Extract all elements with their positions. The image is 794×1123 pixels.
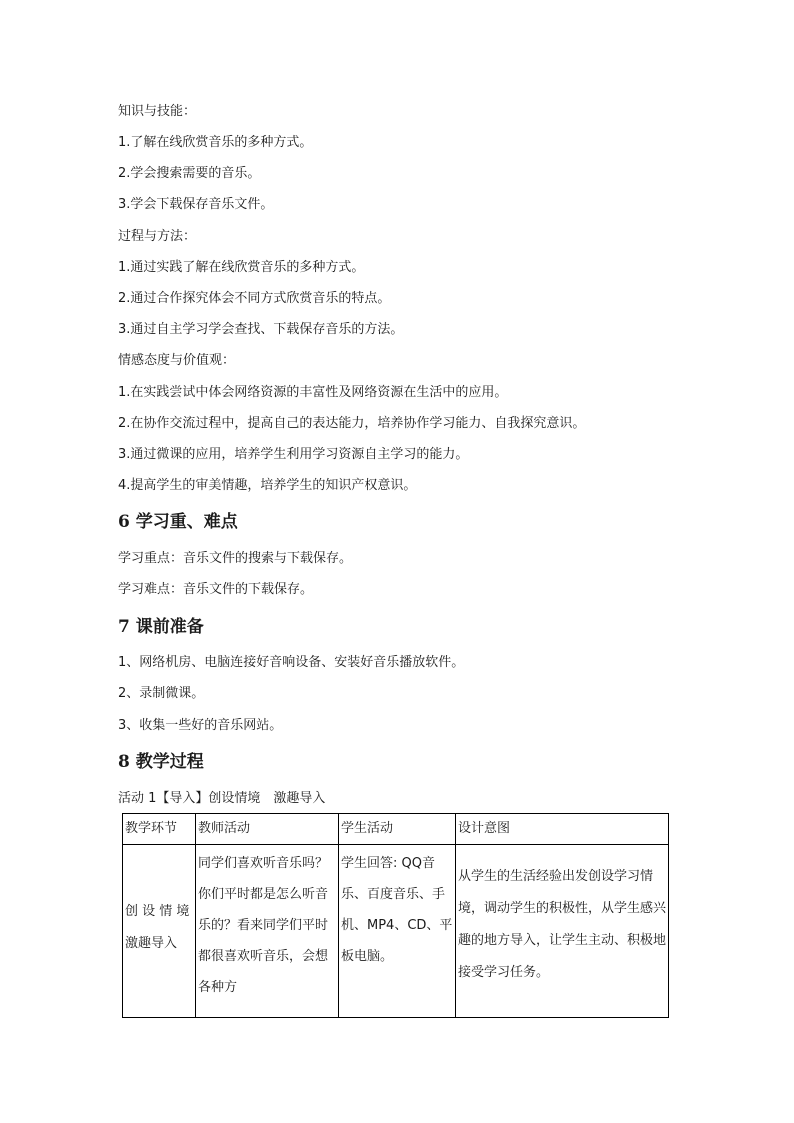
activity-title: 活动 1【导入】创设情境 激趣导入 — [118, 791, 326, 806]
intent-cell — [456, 845, 669, 1018]
stage-text: 创 设 情 境 激趣导入 — [125, 904, 190, 951]
table-header-cell: 设计意图 — [456, 814, 669, 845]
section-8-heading: 8 教学过程 — [118, 752, 204, 772]
student-text: 学生回答: QQ音乐、百度音乐、手机、MP4、CD、平板电脑。 — [341, 856, 453, 964]
knowledge-item: 1.了解在线欣赏音乐的多种方式。 — [118, 135, 313, 150]
table-header-cell: 教学环节 — [123, 814, 196, 845]
table-header-row — [123, 814, 669, 845]
preparation-item: 2、录制微课。 — [118, 686, 205, 701]
difficulty-line: 学习难点：音乐文件的下载保存。 — [118, 582, 314, 597]
knowledge-item: 3.学会下载保存音乐文件。 — [118, 197, 274, 212]
process-title: 过程与方法： — [118, 229, 197, 244]
emotion-title: 情感态度与价值观： — [118, 353, 236, 368]
emotion-item: 3.通过微课的应用，培养学生利用学习资源自主学习的能力。 — [118, 447, 469, 462]
process-item: 1.通过实践了解在线欣赏音乐的多种方式。 — [118, 260, 365, 275]
section-6-heading: 6 学习重、难点 — [118, 512, 238, 532]
table-header-cell: 学生活动 — [339, 814, 456, 845]
emotion-item: 2.在协作交流过程中，提高自己的表达能力，培养协作学习能力、自我探究意识。 — [118, 416, 586, 431]
teaching-process-table — [122, 813, 669, 1018]
teacher-text: 同学们喜欢听音乐吗？你们平时都是怎么听音乐的？看来同学们平时都很喜欢听音乐，会想各种方 — [198, 856, 329, 995]
process-item: 3.通过自主学习学会查找、下载保存音乐的方法。 — [118, 322, 404, 337]
teacher-cell — [196, 845, 339, 1018]
preparation-item: 3、收集一些好的音乐网站。 — [118, 718, 283, 733]
emotion-item: 4.提高学生的审美情趣，培养学生的知识产权意识。 — [118, 478, 417, 493]
preparation-item: 1、网络机房、电脑连接好音响设备、安装好音乐播放软件。 — [118, 655, 465, 670]
emotion-item: 1.在实践尝试中体会网络资源的丰富性及网络资源在生活中的应用。 — [118, 385, 508, 400]
section-7-heading: 7 课前准备 — [118, 617, 204, 637]
key-point-line: 学习重点：音乐文件的搜索与下载保存。 — [118, 551, 353, 566]
process-item: 2.通过合作探究体会不同方式欣赏音乐的特点。 — [118, 291, 391, 306]
knowledge-title: 知识与技能： — [118, 104, 197, 119]
table-row — [123, 845, 669, 1018]
table-header-cell: 教师活动 — [196, 814, 339, 845]
knowledge-item: 2.学会搜索需要的音乐。 — [118, 166, 261, 181]
student-cell — [339, 845, 456, 1018]
intent-text: 从学生的生活经验出发创设学习情境，调动学生的积极性，从学生感兴趣的地方导入，让学生主动、积极地接受学习任务。 — [458, 869, 667, 980]
stage-cell — [123, 845, 196, 1018]
